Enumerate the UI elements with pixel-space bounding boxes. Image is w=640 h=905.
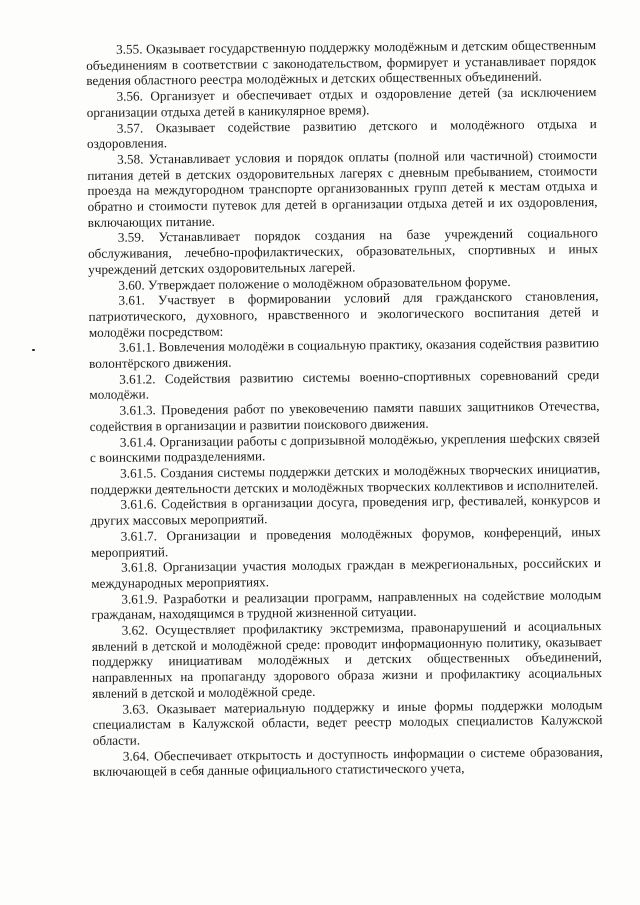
- paragraph-3-61-8: 3.61.8. Организации участия молодых граждан в межрегиональных, российских и международных мероприятиях.: [91, 555, 602, 591]
- paragraph-3-61: 3.61. Участвует в формировании условий для гражданского становления, патриотического, духовного, нравственного и экологического воспитания детей и молодёжи посредством:: [88, 288, 599, 340]
- paragraph-3-63: 3.63. Оказывает материальную поддержку и иные формы поддержки молодым специалистам в Калужской области, ведет реестр молодых специалистов Калужской области.: [92, 696, 603, 748]
- paragraph-3-61-7: 3.61.7. Организации и проведения молодёжных форумов, конференций, иных мероприятий.: [90, 523, 601, 560]
- paragraph-3-61-9: 3.61.9. Разработки и реализации программ, направленных на содействие молодым гражданам, находящимся в трудной жизненной ситуации.: [91, 586, 602, 623]
- paragraph-3-61-3: 3.61.3. Проведения работ по увековечению памяти павших защитников Отечества, содействия в организации и развитии поискового движения.: [89, 398, 600, 434]
- paragraph-3-59: 3.59. Устанавливает порядок создания на базе учреждений социального обслуживания, лечебно-профилактических, образовательных, спортивных и иных учреждений детских оздоровительных лагерей.: [87, 225, 599, 277]
- paragraph-3-61-4: 3.61.4. Организации работы с допризывной молодёжью, укрепления шефских связей с воинскими подразделениями.: [89, 429, 600, 466]
- paragraph-3-58: 3.58. Устанавливает условия и порядок оплаты (полной или частичной) стоимости питания детей в детских оздоровительных лагерях с дневным пребыванием, стоимости проезда на междугородном транспорте организованных групп детей к местам отдыха и обратно и стоимости путевок для детей в организации отдыха детей и их оздоровления, включающих питание.: [87, 147, 598, 230]
- paragraph-3-56: 3.56. Организует и обеспечивает отдых и оздоровление детей (за исключением организации отдыха детей в каникулярное время).: [86, 84, 597, 120]
- paragraph-3-61-5: 3.61.5. Создания системы поддержки детских и молодёжных творческих инициатив, поддержки деятельности детских и молодёжных творческих коллективов и исполнителей.: [90, 461, 601, 497]
- paragraph-3-61-6: 3.61.6. Содействия в организации досуга, проведения игр, фестивалей, конкурсов и других массовых мероприятий.: [90, 492, 601, 529]
- paragraph-3-61-1: 3.61.1. Вовлечения молодёжи в социальную практику, оказания содействия развитию волонтёрского движения.: [89, 335, 599, 372]
- paragraph-3-57: 3.57. Оказывает содействие развитию детского и молодёжного отдыха и оздоровления.: [86, 115, 597, 152]
- document-body: [86, 37, 603, 780]
- paragraph-3-62: 3.62. Осуществляет профилактику экстремизма, правонарушений и асоциальных явлений в детской и молодёжной среде: проводит информационную политику, оказывает поддержку инициативам молодёжных и детских общественных объединений, направленных на пропаганду здорового образа жизни и профилактику асоциальных явлений в детской и молодёжной среде.: [91, 618, 603, 701]
- paragraph-3-55: 3.55. Оказывает государственную поддержку молодёжным и детским общественным объединениям в соответствии с законодательством, формирует и устанавливает порядок ведения областного реестра молодёжных и детских общественных объединений.: [86, 37, 597, 89]
- paragraph-3-64: 3.64. Обеспечивает открытость и доступность информации о системе образования, включающей в себя данные официального статистического учета,: [92, 743, 603, 780]
- paragraph-3-61-2: 3.61.2. Содействия развитию системы военно-спортивных соревнований среди молодёжи.: [89, 366, 600, 403]
- scan-speck: [32, 349, 35, 351]
- paragraph-3-60: 3.60. Утверждает положение о молодёжном образовательном форуме.: [118, 273, 511, 293]
